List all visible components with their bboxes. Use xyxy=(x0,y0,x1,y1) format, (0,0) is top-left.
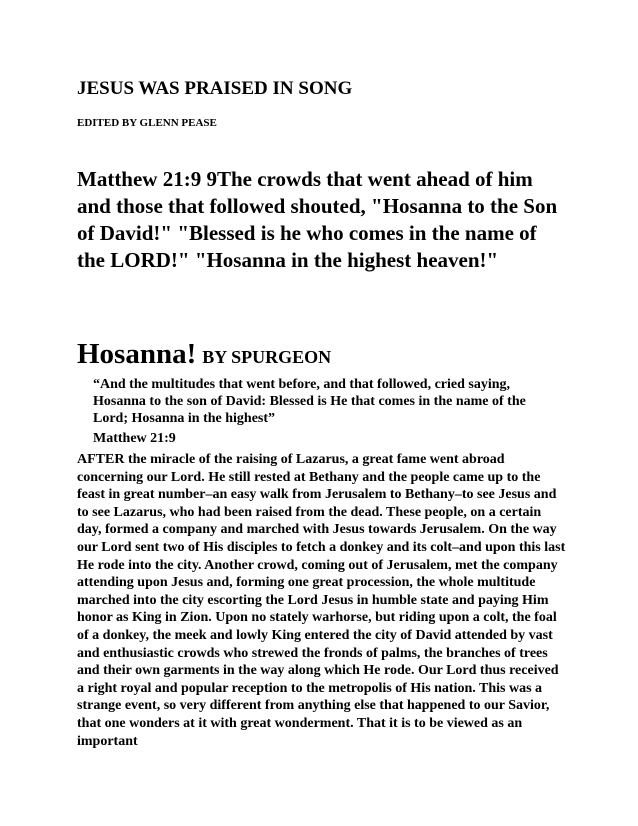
scripture-quote: “And the multitudes that went before, and that followed, cried saying, Hosanna to the son of David: Blessed is He that comes in the name of the Lord; Hosanna in the highest” xyxy=(93,377,526,426)
section-heading-author: BY SPURGEON xyxy=(202,347,332,367)
editor-credit: EDITED BY GLENN PEASE xyxy=(77,117,217,129)
scripture-verse: Matthew 21:9 9The crowds that went ahead of him and those that followed shouted, "Hosanna to the Son of David!" "Blessed is he who comes in the name of the LORD!" "Hosanna in the highest heaven!" xyxy=(77,167,558,272)
document-title: JESUS WAS PRAISED IN SONG xyxy=(77,78,353,99)
section-heading xyxy=(77,338,331,371)
quote-reference: Matthew 21:9 xyxy=(93,431,176,446)
body-paragraph: AFTER the miracle of the raising of Lazarus, a great fame went abroad concerning our Lord. He still rested at Bethany and the people came up to the feast in great number–an easy walk from Jerusalem to Bethany–to see Jesus and to see Lazarus, who had been raised from the dead. These people, on a certain day, formed a company and marched with Jesus towards Jerusalem. On the way our Lord sent two of His disciples to fetch a donkey and its colt–and upon this last He rode into the city. Another crowd, coming out of Jerusalem, met the company attending upon Jesus and, forming one great procession, the whole multitude marched into the city escorting the Lord Jesus in humble state and paying Him honor as King in Zion. Upon no stately warhorse, but riding upon a colt, the foal of a donkey, the meek and lowly King entered the city of David attended by vast and enthusiastic crowds who strewed the fronds of palms, the branches of trees and their own garments in the way along which He rode. Our Lord thus received a right royal and popular reception to the metropolis of His nation. This was a strange event, so very different from anything else that happened to our Savior, that one wonders at it with great wonderment. That it is to be viewed as an important xyxy=(77,452,566,749)
section-heading-title: Hosanna! xyxy=(77,338,197,370)
